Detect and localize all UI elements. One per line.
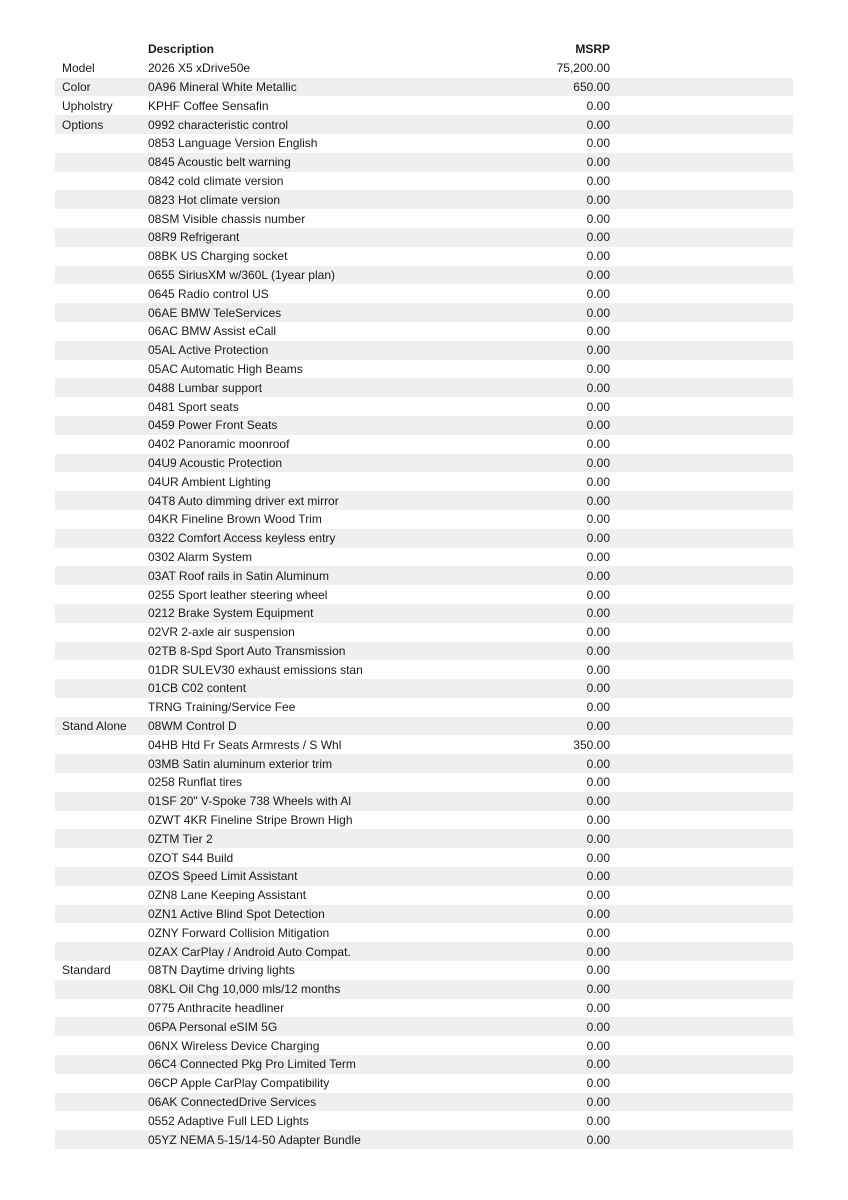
- row-description: 0ZNY Forward Collision Mitigation: [148, 925, 330, 940]
- row-msrp: 0.00: [586, 211, 610, 226]
- row-msrp: 0.00: [586, 474, 610, 489]
- table-row: [55, 190, 793, 209]
- table-row: [55, 454, 793, 473]
- row-msrp: 0.00: [586, 418, 610, 433]
- row-category-label: Standard: [62, 963, 111, 978]
- row-description: 03MB Satin aluminum exterior trim: [148, 756, 333, 771]
- table-row: [55, 848, 793, 867]
- row-msrp: 0.00: [586, 455, 610, 470]
- row-description: 04U9 Acoustic Protection: [148, 455, 283, 470]
- row-description: 08SM Visible chassis number: [148, 211, 306, 226]
- table-row: [55, 1036, 793, 1055]
- row-msrp: 0.00: [586, 324, 610, 339]
- row-description: 0ZAX CarPlay / Android Auto Compat.: [148, 944, 351, 959]
- row-description: 06AK ConnectedDrive Services: [148, 1095, 317, 1110]
- table-row: [55, 566, 793, 585]
- row-description: 06NX Wireless Device Charging: [148, 1038, 320, 1053]
- row-description: 01DR SULEV30 exhaust emissions stan: [148, 662, 363, 677]
- row-msrp: 350.00: [573, 737, 610, 752]
- table-row: [55, 59, 793, 78]
- table-row: [55, 341, 793, 360]
- row-description: 0992 characteristic control: [148, 117, 289, 132]
- table-row: [55, 96, 793, 115]
- table-row: [55, 679, 793, 698]
- row-msrp: 0.00: [586, 512, 610, 527]
- row-description: 02VR 2-axle air suspension: [148, 625, 295, 640]
- row-msrp: 0.00: [586, 719, 610, 734]
- table-row: [55, 961, 793, 980]
- table-row: [55, 228, 793, 247]
- row-msrp: 0.00: [586, 117, 610, 132]
- row-msrp: 0.00: [586, 643, 610, 658]
- row-description: 04HB Htd Fr Seats Armrests / S Whl: [148, 737, 342, 752]
- row-description: 04UR Ambient Lighting: [148, 474, 271, 489]
- table-row: [55, 172, 793, 191]
- row-description: TRNG Training/Service Fee: [148, 700, 296, 715]
- row-msrp: 0.00: [586, 380, 610, 395]
- table-row: [55, 980, 793, 999]
- table-row: [55, 303, 793, 322]
- row-category-label: Color: [62, 79, 91, 94]
- row-msrp: 0.00: [586, 625, 610, 640]
- row-msrp: 0.00: [586, 549, 610, 564]
- table-row: [55, 322, 793, 341]
- row-msrp: 0.00: [586, 173, 610, 188]
- table-row: [55, 548, 793, 567]
- row-description: 06PA Personal eSIM 5G: [148, 1019, 278, 1034]
- table-row: [55, 792, 793, 811]
- row-msrp: 0.00: [586, 831, 610, 846]
- row-msrp: 0.00: [586, 1001, 610, 1016]
- row-msrp: 0.00: [586, 343, 610, 358]
- row-msrp: 0.00: [586, 136, 610, 151]
- table-row: [55, 284, 793, 303]
- table-header-row: [55, 40, 793, 59]
- row-msrp: 0.00: [586, 1095, 610, 1110]
- row-msrp: 0.00: [586, 1038, 610, 1053]
- table-row: [55, 209, 793, 228]
- table-row: [55, 472, 793, 491]
- row-msrp: 0.00: [586, 531, 610, 546]
- row-msrp: 0.00: [586, 437, 610, 452]
- row-msrp: 0.00: [586, 286, 610, 301]
- row-description: 02TB 8-Spd Sport Auto Transmission: [148, 643, 346, 658]
- row-msrp: 0.00: [586, 305, 610, 320]
- table-row: [55, 397, 793, 416]
- row-description: 04KR Fineline Brown Wood Trim: [148, 512, 322, 527]
- table-row: [55, 811, 793, 830]
- table-row: [55, 134, 793, 153]
- row-description: 0ZOT S44 Build: [148, 850, 234, 865]
- row-description: 0ZTM Tier 2: [148, 831, 213, 846]
- table-row: [55, 642, 793, 661]
- row-description: 08TN Daytime driving lights: [148, 963, 295, 978]
- row-msrp: 0.00: [586, 794, 610, 809]
- row-description: 0ZN1 Active Blind Spot Detection: [148, 907, 325, 922]
- row-category-label: Stand Alone: [62, 719, 127, 734]
- row-description: 0823 Hot climate version: [148, 192, 281, 207]
- row-msrp: 0.00: [586, 1132, 610, 1147]
- row-description: 0322 Comfort Access keyless entry: [148, 531, 336, 546]
- row-msrp: 75,200.00: [556, 61, 610, 76]
- options-table: [55, 40, 793, 1149]
- row-description: 01SF 20" V-Spoke 738 Wheels with Al: [148, 794, 352, 809]
- table-row: [55, 754, 793, 773]
- table-row: [55, 435, 793, 454]
- row-description: 0402 Panoramic moonroof: [148, 437, 290, 452]
- row-msrp: 0.00: [586, 587, 610, 602]
- row-msrp: 0.00: [586, 662, 610, 677]
- table-row: [55, 510, 793, 529]
- row-description: 0842 cold climate version: [148, 173, 284, 188]
- row-msrp: 0.00: [586, 568, 610, 583]
- row-description: 2026 X5 xDrive50e: [148, 61, 251, 76]
- row-msrp: 0.00: [586, 1076, 610, 1091]
- row-msrp: 0.00: [586, 155, 610, 170]
- table-row: [55, 604, 793, 623]
- row-msrp: 0.00: [586, 775, 610, 790]
- row-description: 0459 Power Front Seats: [148, 418, 278, 433]
- row-msrp: 0.00: [586, 98, 610, 113]
- table-row: [55, 1055, 793, 1074]
- row-msrp: 0.00: [586, 1057, 610, 1072]
- table-row: [55, 999, 793, 1018]
- table-row: [55, 153, 793, 172]
- row-description: 06AE BMW TeleServices: [148, 305, 282, 320]
- row-msrp: 0.00: [586, 361, 610, 376]
- row-msrp: 0.00: [586, 982, 610, 997]
- row-description: 06AC BMW Assist eCall: [148, 324, 277, 339]
- table-row: [55, 735, 793, 754]
- row-description: 0255 Sport leather steering wheel: [148, 587, 328, 602]
- row-msrp: 0.00: [586, 925, 610, 940]
- row-msrp: 0.00: [586, 1113, 610, 1128]
- table-row: [55, 266, 793, 285]
- row-description: 04T8 Auto dimming driver ext mirror: [148, 493, 339, 508]
- row-description: 0A96 Mineral White Metallic: [148, 79, 297, 94]
- row-description: 08WM Control D: [148, 719, 237, 734]
- table-row: [55, 867, 793, 886]
- row-description: KPHF Coffee Sensafin: [148, 98, 269, 113]
- table-row: [55, 773, 793, 792]
- table-row: [55, 886, 793, 905]
- row-description: 05YZ NEMA 5-15/14-50 Adapter Bundle: [148, 1132, 361, 1147]
- row-description: 0ZN8 Lane Keeping Assistant: [148, 888, 307, 903]
- row-msrp: 0.00: [586, 493, 610, 508]
- row-description: 0853 Language Version English: [148, 136, 318, 151]
- table-row: [55, 78, 793, 97]
- table-row: [55, 829, 793, 848]
- row-description: 06CP Apple CarPlay Compatibility: [148, 1076, 330, 1091]
- row-description: 0ZWT 4KR Fineline Stripe Brown High: [148, 813, 353, 828]
- table-row: [55, 1130, 793, 1149]
- row-msrp: 0.00: [586, 700, 610, 715]
- row-description: 0302 Alarm System: [148, 549, 253, 564]
- row-description: 0488 Lumbar support: [148, 380, 263, 395]
- row-msrp: 650.00: [573, 79, 610, 94]
- row-msrp: 0.00: [586, 1019, 610, 1034]
- row-description: 0ZOS Speed Limit Assistant: [148, 869, 298, 884]
- table-row: [55, 529, 793, 548]
- header-description: Description: [148, 42, 215, 57]
- row-category-label: Upholstry: [62, 98, 113, 113]
- row-description: 03AT Roof rails in Satin Aluminum: [148, 568, 329, 583]
- row-msrp: 0.00: [586, 944, 610, 959]
- table-row: [55, 1111, 793, 1130]
- table-row: [55, 1074, 793, 1093]
- table-row: [55, 1017, 793, 1036]
- row-msrp: 0.00: [586, 267, 610, 282]
- table-row: [55, 942, 793, 961]
- row-description: 0552 Adaptive Full LED Lights: [148, 1113, 309, 1128]
- row-msrp: 0.00: [586, 399, 610, 414]
- row-description: 08BK US Charging socket: [148, 249, 288, 264]
- table-row: [55, 491, 793, 510]
- table-row: [55, 905, 793, 924]
- table-row: [55, 247, 793, 266]
- table-row: [55, 717, 793, 736]
- row-description: 0775 Anthracite headliner: [148, 1001, 285, 1016]
- table-row: [55, 660, 793, 679]
- row-msrp: 0.00: [586, 681, 610, 696]
- row-description: 06C4 Connected Pkg Pro Limited Term: [148, 1057, 356, 1072]
- row-description: 0845 Acoustic belt warning: [148, 155, 291, 170]
- row-description: 0481 Sport seats: [148, 399, 239, 414]
- table-row: [55, 360, 793, 379]
- table-row: [55, 585, 793, 604]
- row-msrp: 0.00: [586, 606, 610, 621]
- row-msrp: 0.00: [586, 756, 610, 771]
- row-msrp: 0.00: [586, 907, 610, 922]
- table-row: [55, 1093, 793, 1112]
- table-row: [55, 923, 793, 942]
- table-row: [55, 115, 793, 134]
- row-description: 08KL Oil Chg 10,000 mls/12 months: [148, 982, 341, 997]
- row-msrp: 0.00: [586, 888, 610, 903]
- row-description: 01CB C02 content: [148, 681, 247, 696]
- row-description: 05AL Active Protection: [148, 343, 269, 358]
- row-description: 0655 SiriusXM w/360L (1year plan): [148, 267, 335, 282]
- row-msrp: 0.00: [586, 813, 610, 828]
- row-msrp: 0.00: [586, 963, 610, 978]
- table-row: [55, 698, 793, 717]
- row-msrp: 0.00: [586, 869, 610, 884]
- row-description: 0258 Runflat tires: [148, 775, 243, 790]
- table-row: [55, 378, 793, 397]
- row-description: 0645 Radio control US: [148, 286, 269, 301]
- table-row: [55, 623, 793, 642]
- row-category-label: Options: [62, 117, 104, 132]
- row-msrp: 0.00: [586, 192, 610, 207]
- row-msrp: 0.00: [586, 249, 610, 264]
- row-description: 0212 Brake System Equipment: [148, 606, 314, 621]
- header-msrp: MSRP: [575, 42, 610, 57]
- row-description: 08R9 Refrigerant: [148, 230, 240, 245]
- row-category-label: Model: [62, 61, 95, 76]
- row-description: 05AC Automatic High Beams: [148, 361, 303, 376]
- row-msrp: 0.00: [586, 230, 610, 245]
- row-msrp: 0.00: [586, 850, 610, 865]
- table-row: [55, 416, 793, 435]
